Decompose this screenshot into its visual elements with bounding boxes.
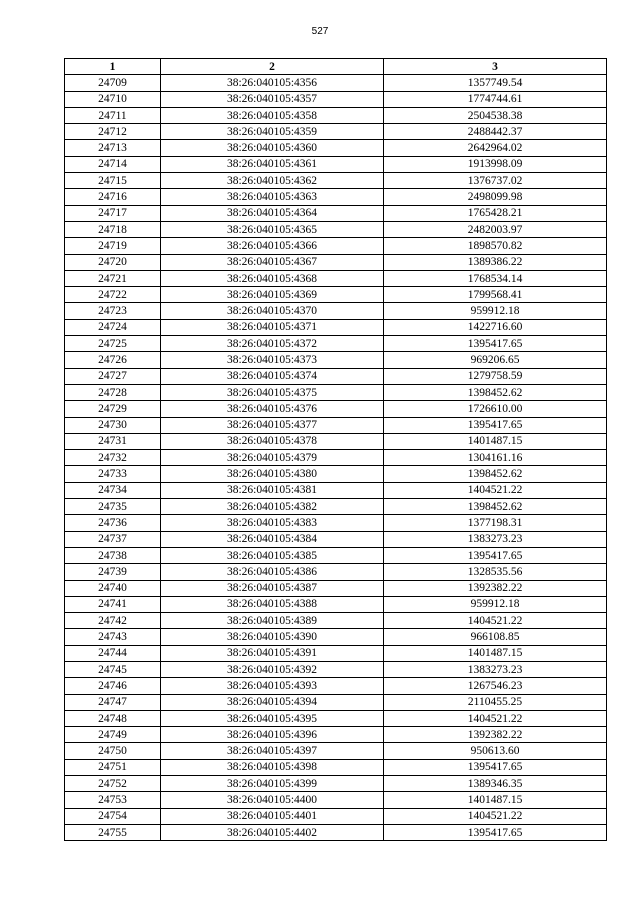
cadastral-number-cell: 38:26:040105:4367 <box>161 254 384 270</box>
table-row <box>65 336 607 352</box>
table-row <box>65 450 607 466</box>
table-row <box>65 531 607 547</box>
value-cell: 2110455.25 <box>384 694 607 710</box>
value-cell: 1398452.62 <box>384 499 607 515</box>
value-cell: 2482003.97 <box>384 221 607 237</box>
value-cell: 2488442.37 <box>384 124 607 140</box>
table-row <box>65 727 607 743</box>
table-row <box>65 221 607 237</box>
cadastral-number-cell: 38:26:040105:4399 <box>161 776 384 792</box>
table-row <box>65 352 607 368</box>
cadastral-number-cell: 38:26:040105:4363 <box>161 189 384 205</box>
cadastral-number-cell: 38:26:040105:4377 <box>161 417 384 433</box>
cadastral-number-cell: 38:26:040105:4369 <box>161 287 384 303</box>
cadastral-number-cell: 38:26:040105:4359 <box>161 124 384 140</box>
row-number-cell: 24727 <box>65 368 161 384</box>
cadastral-number-cell: 38:26:040105:4373 <box>161 352 384 368</box>
row-number-cell: 24743 <box>65 629 161 645</box>
table-row <box>65 824 607 840</box>
table-row <box>65 401 607 417</box>
table-row <box>65 205 607 221</box>
value-cell: 1404521.22 <box>384 710 607 726</box>
value-cell: 1376737.02 <box>384 173 607 189</box>
row-number-cell: 24747 <box>65 694 161 710</box>
row-number-cell: 24750 <box>65 743 161 759</box>
value-cell: 1395417.65 <box>384 336 607 352</box>
cadastral-number-cell: 38:26:040105:4376 <box>161 401 384 417</box>
table-row <box>65 515 607 531</box>
cadastral-number-cell: 38:26:040105:4402 <box>161 824 384 840</box>
value-cell: 1404521.22 <box>384 613 607 629</box>
cadastral-number-cell: 38:26:040105:4358 <box>161 107 384 123</box>
row-number-cell: 24733 <box>65 466 161 482</box>
table-row <box>65 759 607 775</box>
row-number-cell: 24717 <box>65 205 161 221</box>
row-number-cell: 24709 <box>65 75 161 91</box>
value-cell: 2504538.38 <box>384 107 607 123</box>
cadastral-number-cell: 38:26:040105:4397 <box>161 743 384 759</box>
row-number-cell: 24735 <box>65 499 161 515</box>
value-cell: 1304161.16 <box>384 450 607 466</box>
value-cell: 1279758.59 <box>384 368 607 384</box>
table-header <box>65 59 607 75</box>
table-body <box>65 75 607 841</box>
row-number-cell: 24736 <box>65 515 161 531</box>
value-cell: 1383273.23 <box>384 531 607 547</box>
table-row <box>65 596 607 612</box>
value-cell: 1913998.09 <box>384 156 607 172</box>
row-number-cell: 24720 <box>65 254 161 270</box>
table-row <box>65 547 607 563</box>
value-cell: 1765428.21 <box>384 205 607 221</box>
table-row <box>65 466 607 482</box>
table-row <box>65 91 607 107</box>
header-row <box>65 59 607 75</box>
table-row <box>65 287 607 303</box>
value-cell: 1328535.56 <box>384 564 607 580</box>
cadastral-number-cell: 38:26:040105:4362 <box>161 173 384 189</box>
cadastral-number-cell: 38:26:040105:4387 <box>161 580 384 596</box>
row-number-cell: 24731 <box>65 433 161 449</box>
cadastral-number-cell: 38:26:040105:4379 <box>161 450 384 466</box>
row-number-cell: 24746 <box>65 678 161 694</box>
row-number-cell: 24745 <box>65 661 161 677</box>
row-number-cell: 24714 <box>65 156 161 172</box>
cadastral-number-cell: 38:26:040105:4386 <box>161 564 384 580</box>
table-row <box>65 808 607 824</box>
value-cell: 966108.85 <box>384 629 607 645</box>
row-number-cell: 24749 <box>65 727 161 743</box>
table-row <box>65 743 607 759</box>
cadastral-number-cell: 38:26:040105:4385 <box>161 547 384 563</box>
table-row <box>65 270 607 286</box>
row-number-cell: 24737 <box>65 531 161 547</box>
row-number-cell: 24740 <box>65 580 161 596</box>
cadastral-number-cell: 38:26:040105:4391 <box>161 645 384 661</box>
value-cell: 1404521.22 <box>384 482 607 498</box>
cadastral-number-cell: 38:26:040105:4392 <box>161 661 384 677</box>
row-number-cell: 24729 <box>65 401 161 417</box>
value-cell: 1404521.22 <box>384 808 607 824</box>
row-number-cell: 24711 <box>65 107 161 123</box>
table-row <box>65 303 607 319</box>
cadastral-number-cell: 38:26:040105:4381 <box>161 482 384 498</box>
cadastral-number-cell: 38:26:040105:4372 <box>161 336 384 352</box>
table-row <box>65 564 607 580</box>
column-header-2: 2 <box>161 59 384 75</box>
row-number-cell: 24742 <box>65 613 161 629</box>
value-cell: 1398452.62 <box>384 384 607 400</box>
row-number-cell: 24725 <box>65 336 161 352</box>
cadastral-number-cell: 38:26:040105:4360 <box>161 140 384 156</box>
cadastral-number-cell: 38:26:040105:4356 <box>161 75 384 91</box>
cadastral-number-cell: 38:26:040105:4374 <box>161 368 384 384</box>
cadastral-number-cell: 38:26:040105:4364 <box>161 205 384 221</box>
row-number-cell: 24726 <box>65 352 161 368</box>
row-number-cell: 24713 <box>65 140 161 156</box>
cadastral-number-cell: 38:26:040105:4378 <box>161 433 384 449</box>
value-cell: 959912.18 <box>384 303 607 319</box>
table-row <box>65 482 607 498</box>
table-row <box>65 580 607 596</box>
value-cell: 1422716.60 <box>384 319 607 335</box>
row-number-cell: 24732 <box>65 450 161 466</box>
cadastral-number-cell: 38:26:040105:4389 <box>161 613 384 629</box>
cadastral-number-cell: 38:26:040105:4365 <box>161 221 384 237</box>
row-number-cell: 24755 <box>65 824 161 840</box>
data-table <box>64 58 607 841</box>
row-number-cell: 24752 <box>65 776 161 792</box>
table-row <box>65 173 607 189</box>
row-number-cell: 24719 <box>65 238 161 254</box>
column-header-3: 3 <box>384 59 607 75</box>
row-number-cell: 24715 <box>65 173 161 189</box>
row-number-cell: 24741 <box>65 596 161 612</box>
value-cell: 1395417.65 <box>384 824 607 840</box>
cadastral-number-cell: 38:26:040105:4383 <box>161 515 384 531</box>
table-row <box>65 792 607 808</box>
value-cell: 959912.18 <box>384 596 607 612</box>
table-row <box>65 629 607 645</box>
row-number-cell: 24724 <box>65 319 161 335</box>
row-number-cell: 24728 <box>65 384 161 400</box>
cadastral-number-cell: 38:26:040105:4384 <box>161 531 384 547</box>
cadastral-number-cell: 38:26:040105:4375 <box>161 384 384 400</box>
cadastral-number-cell: 38:26:040105:4395 <box>161 710 384 726</box>
value-cell: 1383273.23 <box>384 661 607 677</box>
cadastral-number-cell: 38:26:040105:4390 <box>161 629 384 645</box>
row-number-cell: 24751 <box>65 759 161 775</box>
value-cell: 1401487.15 <box>384 792 607 808</box>
table-row <box>65 433 607 449</box>
table-row <box>65 75 607 91</box>
cadastral-number-cell: 38:26:040105:4366 <box>161 238 384 254</box>
table-row <box>65 694 607 710</box>
table-row <box>65 107 607 123</box>
row-number-cell: 24748 <box>65 710 161 726</box>
table-row <box>65 678 607 694</box>
value-cell: 1726610.00 <box>384 401 607 417</box>
table-row <box>65 254 607 270</box>
value-cell: 1395417.65 <box>384 547 607 563</box>
row-number-cell: 24753 <box>65 792 161 808</box>
cadastral-number-cell: 38:26:040105:4361 <box>161 156 384 172</box>
table-row <box>65 140 607 156</box>
row-number-cell: 24721 <box>65 270 161 286</box>
table-row <box>65 368 607 384</box>
cadastral-number-cell: 38:26:040105:4371 <box>161 319 384 335</box>
value-cell: 1398452.62 <box>384 466 607 482</box>
cadastral-number-cell: 38:26:040105:4382 <box>161 499 384 515</box>
value-cell: 1768534.14 <box>384 270 607 286</box>
value-cell: 1357749.54 <box>384 75 607 91</box>
value-cell: 1389386.22 <box>384 254 607 270</box>
table-row <box>65 124 607 140</box>
value-cell: 1395417.65 <box>384 417 607 433</box>
row-number-cell: 24722 <box>65 287 161 303</box>
table-row <box>65 710 607 726</box>
column-header-1: 1 <box>65 59 161 75</box>
table-row <box>65 776 607 792</box>
cadastral-number-cell: 38:26:040105:4357 <box>161 91 384 107</box>
table-row <box>65 645 607 661</box>
cadastral-number-cell: 38:26:040105:4368 <box>161 270 384 286</box>
row-number-cell: 24738 <box>65 547 161 563</box>
row-number-cell: 24723 <box>65 303 161 319</box>
value-cell: 1774744.61 <box>384 91 607 107</box>
table-row <box>65 384 607 400</box>
cadastral-number-cell: 38:26:040105:4400 <box>161 792 384 808</box>
value-cell: 950613.60 <box>384 743 607 759</box>
value-cell: 2642964.02 <box>384 140 607 156</box>
table-row <box>65 319 607 335</box>
row-number-cell: 24730 <box>65 417 161 433</box>
row-number-cell: 24712 <box>65 124 161 140</box>
row-number-cell: 24710 <box>65 91 161 107</box>
value-cell: 1377198.31 <box>384 515 607 531</box>
table-row <box>65 189 607 205</box>
value-cell: 969206.65 <box>384 352 607 368</box>
row-number-cell: 24718 <box>65 221 161 237</box>
value-cell: 1898570.82 <box>384 238 607 254</box>
cadastral-number-cell: 38:26:040105:4393 <box>161 678 384 694</box>
value-cell: 1395417.65 <box>384 759 607 775</box>
table-row <box>65 156 607 172</box>
row-number-cell: 24754 <box>65 808 161 824</box>
value-cell: 1392382.22 <box>384 727 607 743</box>
value-cell: 1401487.15 <box>384 433 607 449</box>
cadastral-number-cell: 38:26:040105:4396 <box>161 727 384 743</box>
row-number-cell: 24734 <box>65 482 161 498</box>
value-cell: 2498099.98 <box>384 189 607 205</box>
table-row <box>65 661 607 677</box>
value-cell: 1392382.22 <box>384 580 607 596</box>
row-number-cell: 24739 <box>65 564 161 580</box>
cadastral-number-cell: 38:26:040105:4370 <box>161 303 384 319</box>
value-cell: 1267546.23 <box>384 678 607 694</box>
row-number-cell: 24744 <box>65 645 161 661</box>
page-number: 527 <box>311 26 329 37</box>
cadastral-number-cell: 38:26:040105:4380 <box>161 466 384 482</box>
table-row <box>65 613 607 629</box>
cadastral-number-cell: 38:26:040105:4398 <box>161 759 384 775</box>
value-cell: 1799568.41 <box>384 287 607 303</box>
cadastral-number-cell: 38:26:040105:4401 <box>161 808 384 824</box>
row-number-cell: 24716 <box>65 189 161 205</box>
cadastral-number-cell: 38:26:040105:4394 <box>161 694 384 710</box>
table-row <box>65 238 607 254</box>
value-cell: 1401487.15 <box>384 645 607 661</box>
table-row <box>65 417 607 433</box>
table-row <box>65 499 607 515</box>
value-cell: 1389346.35 <box>384 776 607 792</box>
cadastral-number-cell: 38:26:040105:4388 <box>161 596 384 612</box>
